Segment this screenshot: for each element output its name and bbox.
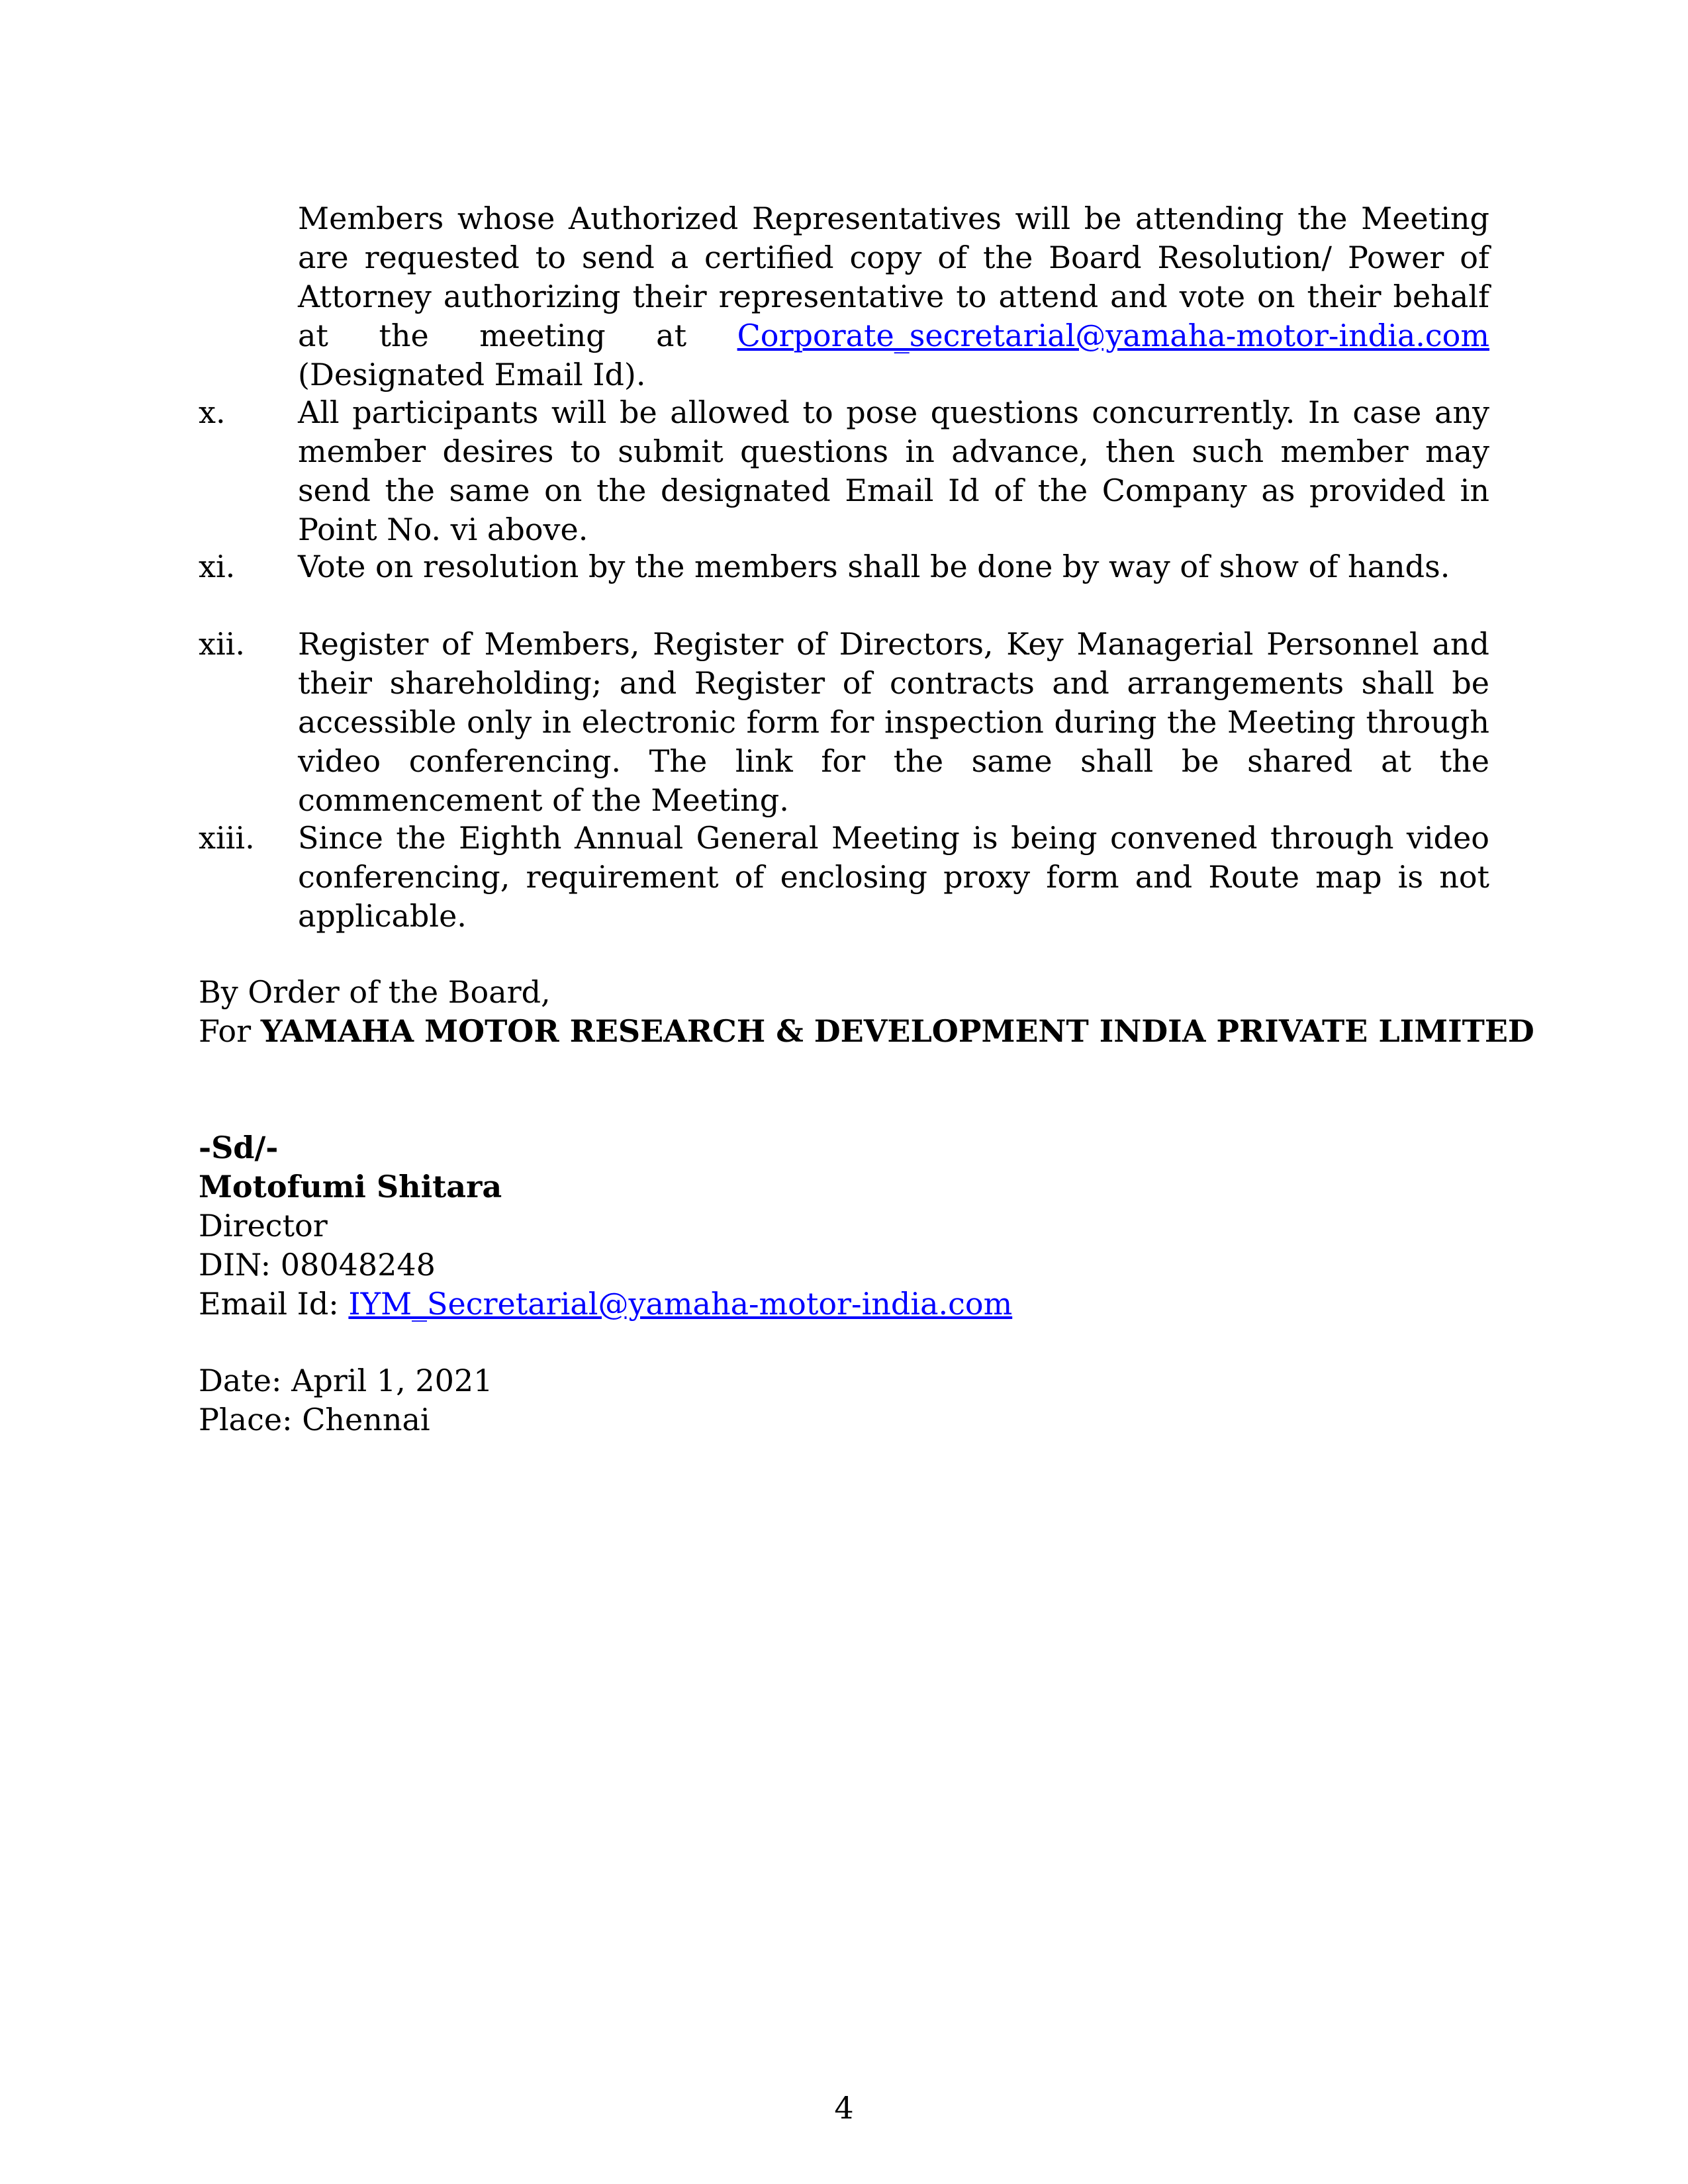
for-prefix: For <box>199 1013 261 1049</box>
email-label: Email Id: <box>199 1286 349 1322</box>
date-line: Date: April 1, 2021 <box>199 1363 493 1398</box>
iym-secretarial-email-link[interactable]: IYM_Secretarial@yamaha-motor-india.com <box>348 1286 1013 1322</box>
company-name: YAMAHA MOTOR RESEARCH & DEVELOPMENT INDIA PRIVATE LIMITED <box>260 1013 1534 1049</box>
signatory-designation: Director <box>199 1208 328 1244</box>
by-order-line: By Order of the Board, <box>199 974 551 1010</box>
item-number-xiii: xiii. <box>199 820 255 856</box>
item-text-xi: Vote on resolution by the members shall be done by way of show of hands. <box>298 549 1450 584</box>
item-number-xi: xi. <box>199 549 236 584</box>
item-text-x: All participants will be allowed to pose questions concurrently. In case any member desires to submit questions in advance, then such member may send the same on the designated Email Id of the Company as provided in Point No. vi above. <box>298 394 1489 547</box>
item-text-xii: Register of Members, Register of Directors, Key Managerial Personnel and their shareholding; and Register of contracts and arrangements shall be accessible only in electronic form for inspection during the Meeting through video conferencing. The link for the same shall be shared at the commencement of the Meeting. <box>298 626 1489 818</box>
signatory-name: Motofumi Shitara <box>199 1169 502 1205</box>
sd-mark: -Sd/- <box>199 1130 279 1165</box>
signatory-din: DIN: 08048248 <box>199 1247 436 1283</box>
item-number-xii: xii. <box>199 626 245 662</box>
signature-block <box>199 973 1534 1051</box>
company-line <box>199 1012 1534 1051</box>
item-number-x: x. <box>199 394 226 430</box>
item-text-xiii: Since the Eighth Annual General Meeting is being convened through video conferencing, requirement of enclosing proxy form and Route map is not applicable. <box>298 820 1489 934</box>
intro-email-suffix: (Designated Email Id). <box>298 357 646 392</box>
corporate-secretarial-email-link[interactable]: Corporate_secretarial@yamaha-motor-india.com <box>737 318 1489 353</box>
intro-text: Members whose Authorized Representatives will be attending the Meeting are requested to send a certified copy of the Board Resolution/ Power of Attorney authorizing their representative to attend and vote on their behalf at the meeting at <box>298 201 1489 353</box>
date-place-block <box>199 1361 1456 1439</box>
signatory-email-line <box>199 1285 1456 1324</box>
signatory-block <box>199 1128 1456 1324</box>
authorized-representatives-paragraph <box>298 199 1489 394</box>
place-line: Place: Chennai <box>199 1402 430 1437</box>
page-number: 4 <box>834 2090 854 2126</box>
